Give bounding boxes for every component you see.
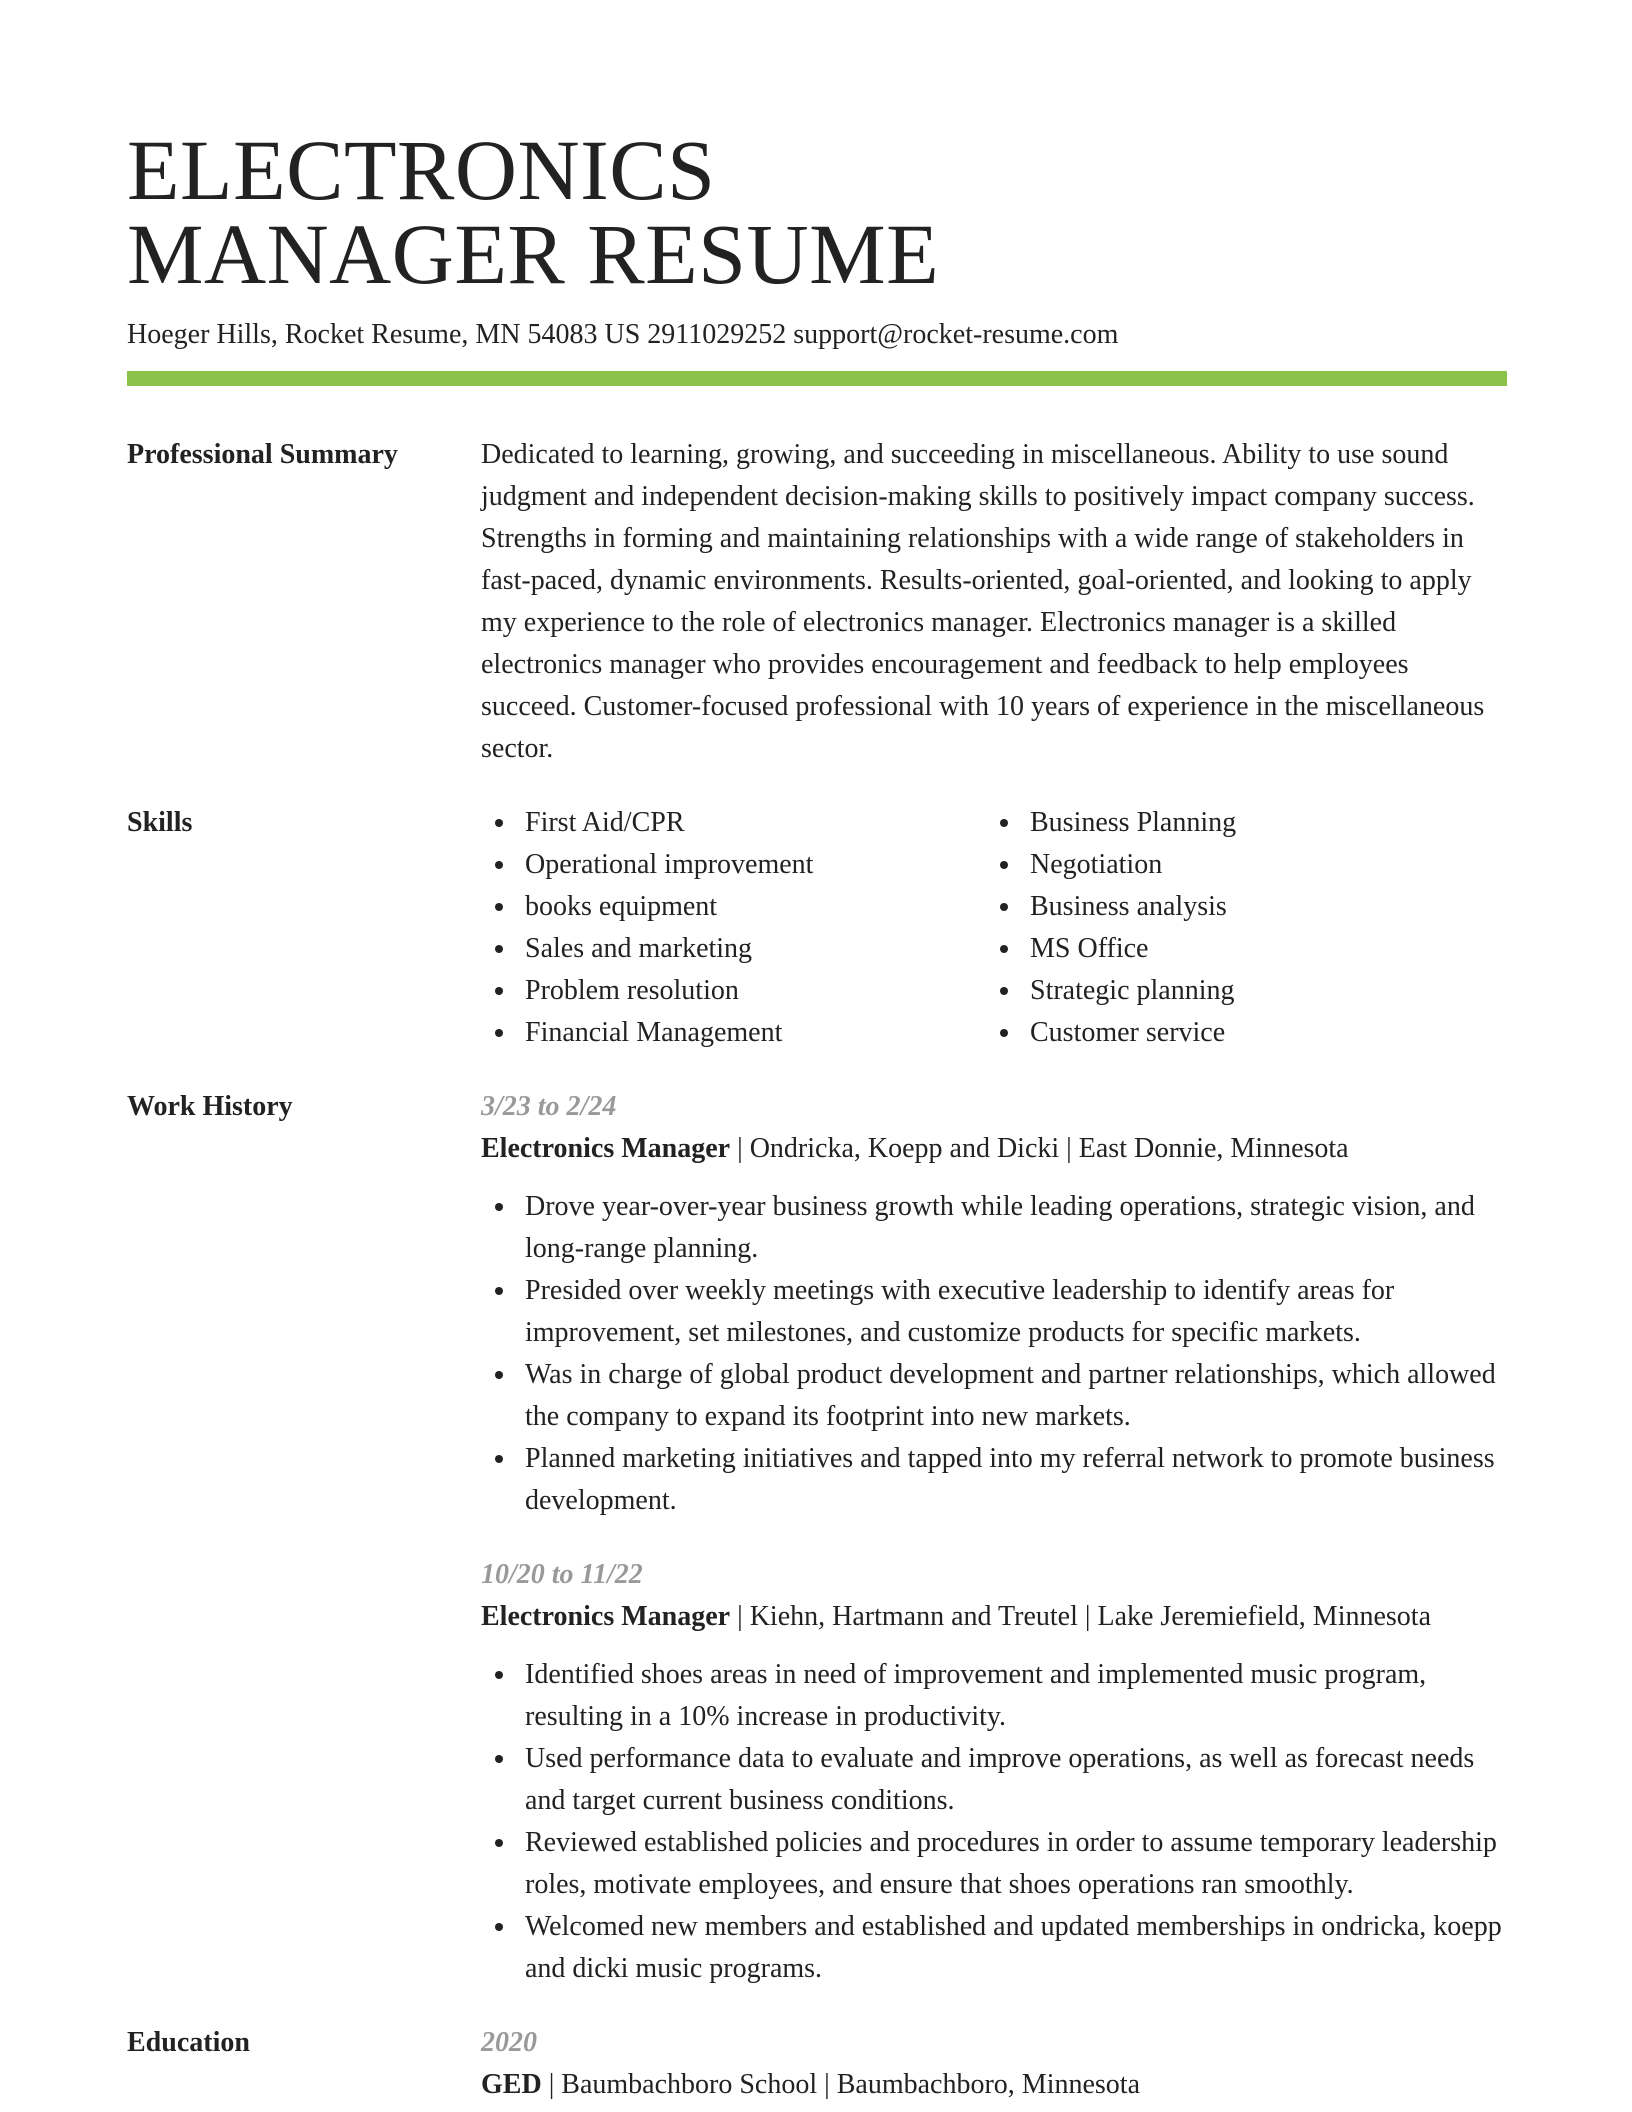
skills-heading: Skills bbox=[127, 807, 193, 838]
skills-list-left bbox=[481, 802, 986, 1054]
resume-title bbox=[127, 122, 1507, 302]
job-bullet: Used performance data to evaluate and improve operations, as well as forecast needs and target current business conditions. bbox=[481, 1738, 1507, 1822]
education-year: 2020 bbox=[481, 2027, 537, 2058]
education-details: | Baumbachboro School | Baumbachboro, Minnesota bbox=[541, 2069, 1141, 2100]
resume-page bbox=[127, 122, 1507, 2106]
skill-item: Operational improvement bbox=[481, 844, 986, 886]
education-degree: GED bbox=[481, 2069, 542, 2100]
skill-item: Financial Management bbox=[481, 1012, 986, 1054]
education-section bbox=[127, 2022, 1507, 2106]
title-line-1: ELECTRONICS bbox=[127, 122, 716, 218]
job-header bbox=[481, 1128, 1507, 1170]
skill-item: First Aid/CPR bbox=[481, 802, 986, 844]
accent-divider bbox=[127, 371, 1507, 386]
summary-section bbox=[127, 434, 1507, 770]
job-dates: 3/23 to 2/24 bbox=[481, 1091, 617, 1122]
summary-heading: Professional Summary bbox=[127, 439, 398, 470]
work-history-section bbox=[127, 1086, 1507, 1990]
education-entry bbox=[481, 2064, 1507, 2106]
job-bullets bbox=[481, 1654, 1507, 1990]
skill-item: Customer service bbox=[986, 1012, 1491, 1054]
job-dates: 10/20 to 11/22 bbox=[481, 1559, 643, 1590]
job-bullet: Identified shoes areas in need of improvement and implemented music program, resulting in a 10% increase in productivity. bbox=[481, 1654, 1507, 1738]
skills-section bbox=[127, 802, 1507, 1054]
skill-item: Business analysis bbox=[986, 886, 1491, 928]
job-bullet: Was in charge of global product development and partner relationships, which allowed the company to expand its footprint into new markets. bbox=[481, 1354, 1507, 1438]
job-details: | Ondricka, Koepp and Dicki | East Donnie, Minnesota bbox=[730, 1133, 1349, 1164]
job-bullet: Welcomed new members and established and updated memberships in ondricka, koepp and dicki music programs. bbox=[481, 1906, 1507, 1990]
job-title: Electronics Manager bbox=[481, 1133, 731, 1164]
skill-item: Problem resolution bbox=[481, 970, 986, 1012]
job-bullet: Drove year-over-year business growth while leading operations, strategic vision, and long-range planning. bbox=[481, 1186, 1507, 1270]
job-entry bbox=[481, 1554, 1507, 1990]
skill-item: MS Office bbox=[986, 928, 1491, 970]
contact-info: Hoeger Hills, Rocket Resume, MN 54083 US 2911029252 support@rocket-resume.com bbox=[127, 319, 1119, 350]
job-entry bbox=[481, 1086, 1507, 1522]
title-line-2: MANAGER RESUME bbox=[127, 206, 940, 302]
job-details: | Kiehn, Hartmann and Treutel | Lake Jeremiefield, Minnesota bbox=[730, 1601, 1432, 1632]
job-bullet: Planned marketing initiatives and tapped into my referral network to promote business development. bbox=[481, 1438, 1507, 1522]
skill-item: Business Planning bbox=[986, 802, 1491, 844]
skills-list-right bbox=[986, 802, 1491, 1054]
job-header bbox=[481, 1596, 1507, 1638]
job-bullet: Presided over weekly meetings with executive leadership to identify areas for improvement, set milestones, and customize products for specific markets. bbox=[481, 1270, 1507, 1354]
skill-item: Negotiation bbox=[986, 844, 1491, 886]
education-heading: Education bbox=[127, 2027, 250, 2058]
skill-item: books equipment bbox=[481, 886, 986, 928]
skill-item: Strategic planning bbox=[986, 970, 1491, 1012]
job-bullet: Reviewed established policies and procedures in order to assume temporary leadership roles, motivate employees, and ensure that shoes operations ran smoothly. bbox=[481, 1822, 1507, 1906]
summary-text: Dedicated to learning, growing, and succeeding in miscellaneous. Ability to use sound judgment and independent decision-making skills to positively impact company success. Strengths in forming and maintaining relationships with a wide range of stakeholders in fast-paced, dynamic environments. Results-oriented, goal-oriented, and looking to apply my experience to the role of electronics manager. Electronics manager is a skilled electronics manager who provides encouragement and feedback to help employees succeed. Customer-focused professional with 10 years of experience in the miscellaneous sector. bbox=[481, 439, 1485, 764]
skill-item: Sales and marketing bbox=[481, 928, 986, 970]
job-title: Electronics Manager bbox=[481, 1601, 731, 1632]
work-history-heading: Work History bbox=[127, 1091, 293, 1122]
job-bullets bbox=[481, 1186, 1507, 1522]
